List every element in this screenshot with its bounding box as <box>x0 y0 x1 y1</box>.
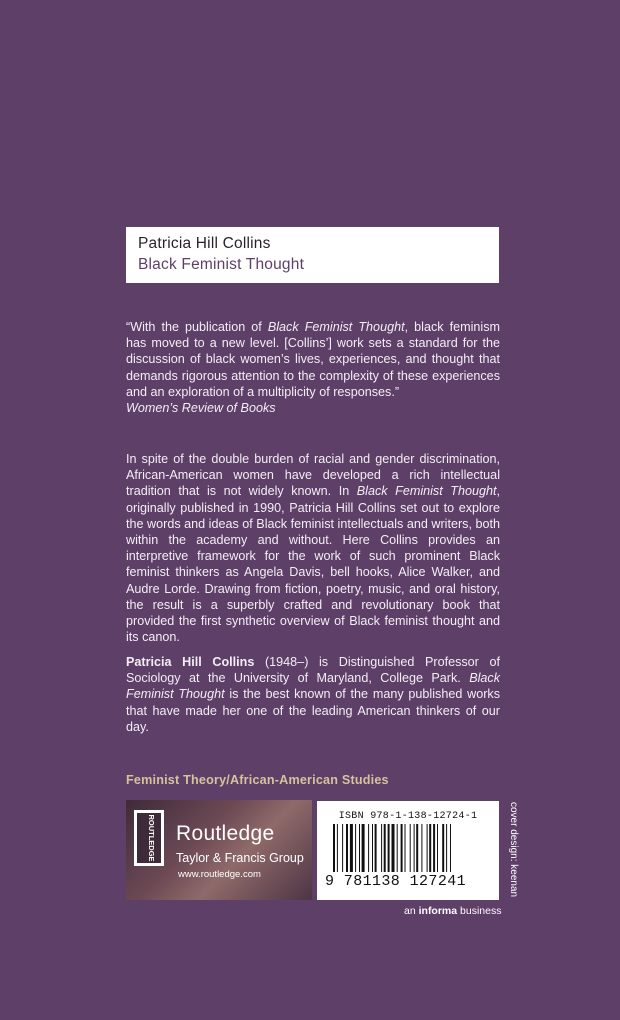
barcode-bar <box>416 824 418 872</box>
bio-title: Black Feminist Thought <box>126 671 500 702</box>
publisher-url: www.routledge.com <box>178 869 261 880</box>
desc-text-1: In spite of the double burden of racial and gender discrimination, African-American women have developed a rich intellectual tradition that is not widely known. In <box>126 452 500 499</box>
subject-category: Feminist Theory/African-American Studies <box>126 773 389 787</box>
barcode-bar <box>355 824 356 872</box>
bio-name: Patricia Hill Collins <box>126 655 255 669</box>
barcode-bar <box>333 824 335 872</box>
author-bio <box>126 654 500 735</box>
book-title: Black Feminist Thought <box>138 256 305 273</box>
barcode-bar <box>342 824 343 872</box>
barcode-bar <box>381 824 382 872</box>
barcode-bar <box>437 824 438 872</box>
bio-text-1: (1948–) is Distinguished Professor of Sociology at the University of Maryland, College Park. <box>126 655 501 686</box>
quote-text-2: , black feminism has moved to a new level. [Collins’] work sets a standard for the discussion of black women’s lives, experiences, and thought that demands rigorous attention to the complexity of these experiences and an exploration of a multiplicity of responses.” <box>126 320 500 399</box>
logo-text: ROUTLEDGE <box>147 814 156 862</box>
isbn-label: ISBN 978-1-138-12724-1 <box>338 811 478 822</box>
barcode-bar <box>337 824 338 872</box>
barcode-bar <box>442 824 444 872</box>
informa-tagline <box>404 905 501 917</box>
informa-brand: informa <box>418 905 458 917</box>
barcode-bar <box>397 824 398 872</box>
quote-text-1: “With the publication of <box>126 320 268 334</box>
review-quote <box>126 319 500 416</box>
barcode-bar <box>375 824 377 872</box>
publisher-group: Taylor & Francis Group <box>176 851 304 865</box>
informa-suffix: business <box>457 905 502 917</box>
barcode-digits: 9 781138 127241 <box>325 873 467 890</box>
quote-source: Women’s Review of Books <box>126 401 276 416</box>
barcode-bar <box>388 824 390 872</box>
barcode-bar <box>346 824 348 872</box>
informa-prefix: an <box>404 905 419 917</box>
desc-text-2: , originally published in 1990, Patricia Hill Collins set out to explore the words and ideas of Black feminist intellectuals and writers, both within the academy and without. Here Collins provides an interpretive framework for the work of such prominent Black feminist thinkers as Angela Davis, bell hooks, Alice Walker, and Audre Lorde. Drawing from fiction, poetry, music, and oral history, the result is a superbly crafted and revolutionary book that provided the first synthetic overview of Black feminist thought and its canon. <box>126 484 501 645</box>
barcode-bar <box>414 824 415 872</box>
barcode-bar <box>350 824 353 872</box>
barcode-bar <box>359 824 360 872</box>
cover-credit: cover design: keenan <box>508 802 519 898</box>
barcode-bar <box>392 824 395 872</box>
barcode-bar <box>368 824 369 872</box>
barcode-box <box>317 801 499 900</box>
author-name: Patricia Hill Collins <box>138 235 271 252</box>
barcode-bar <box>384 824 386 872</box>
barcode-bar <box>362 824 365 872</box>
barcode-bar <box>372 824 373 872</box>
publisher-block <box>126 800 312 900</box>
barcode-bar <box>450 824 451 872</box>
barcode-bar <box>410 824 411 872</box>
routledge-logo-icon <box>132 810 166 866</box>
bio-text-2: is the best known of the many published works that have made her one of the leading American thinkers of our day. <box>126 687 500 734</box>
barcode-bar <box>405 824 406 872</box>
book-description <box>126 451 500 645</box>
title-box <box>126 227 499 283</box>
barcode-bar <box>401 824 403 872</box>
barcode-bar <box>429 824 431 872</box>
publisher-name: Routledge <box>176 822 275 845</box>
barcode-bar <box>446 824 447 872</box>
desc-title: Black Feminist Thought <box>356 484 497 499</box>
barcode-icon <box>333 824 483 874</box>
barcode-bar <box>433 824 435 872</box>
quote-title: Black Feminist Thought <box>267 320 405 334</box>
barcode-bar <box>421 824 422 872</box>
barcode-bar <box>427 824 428 872</box>
